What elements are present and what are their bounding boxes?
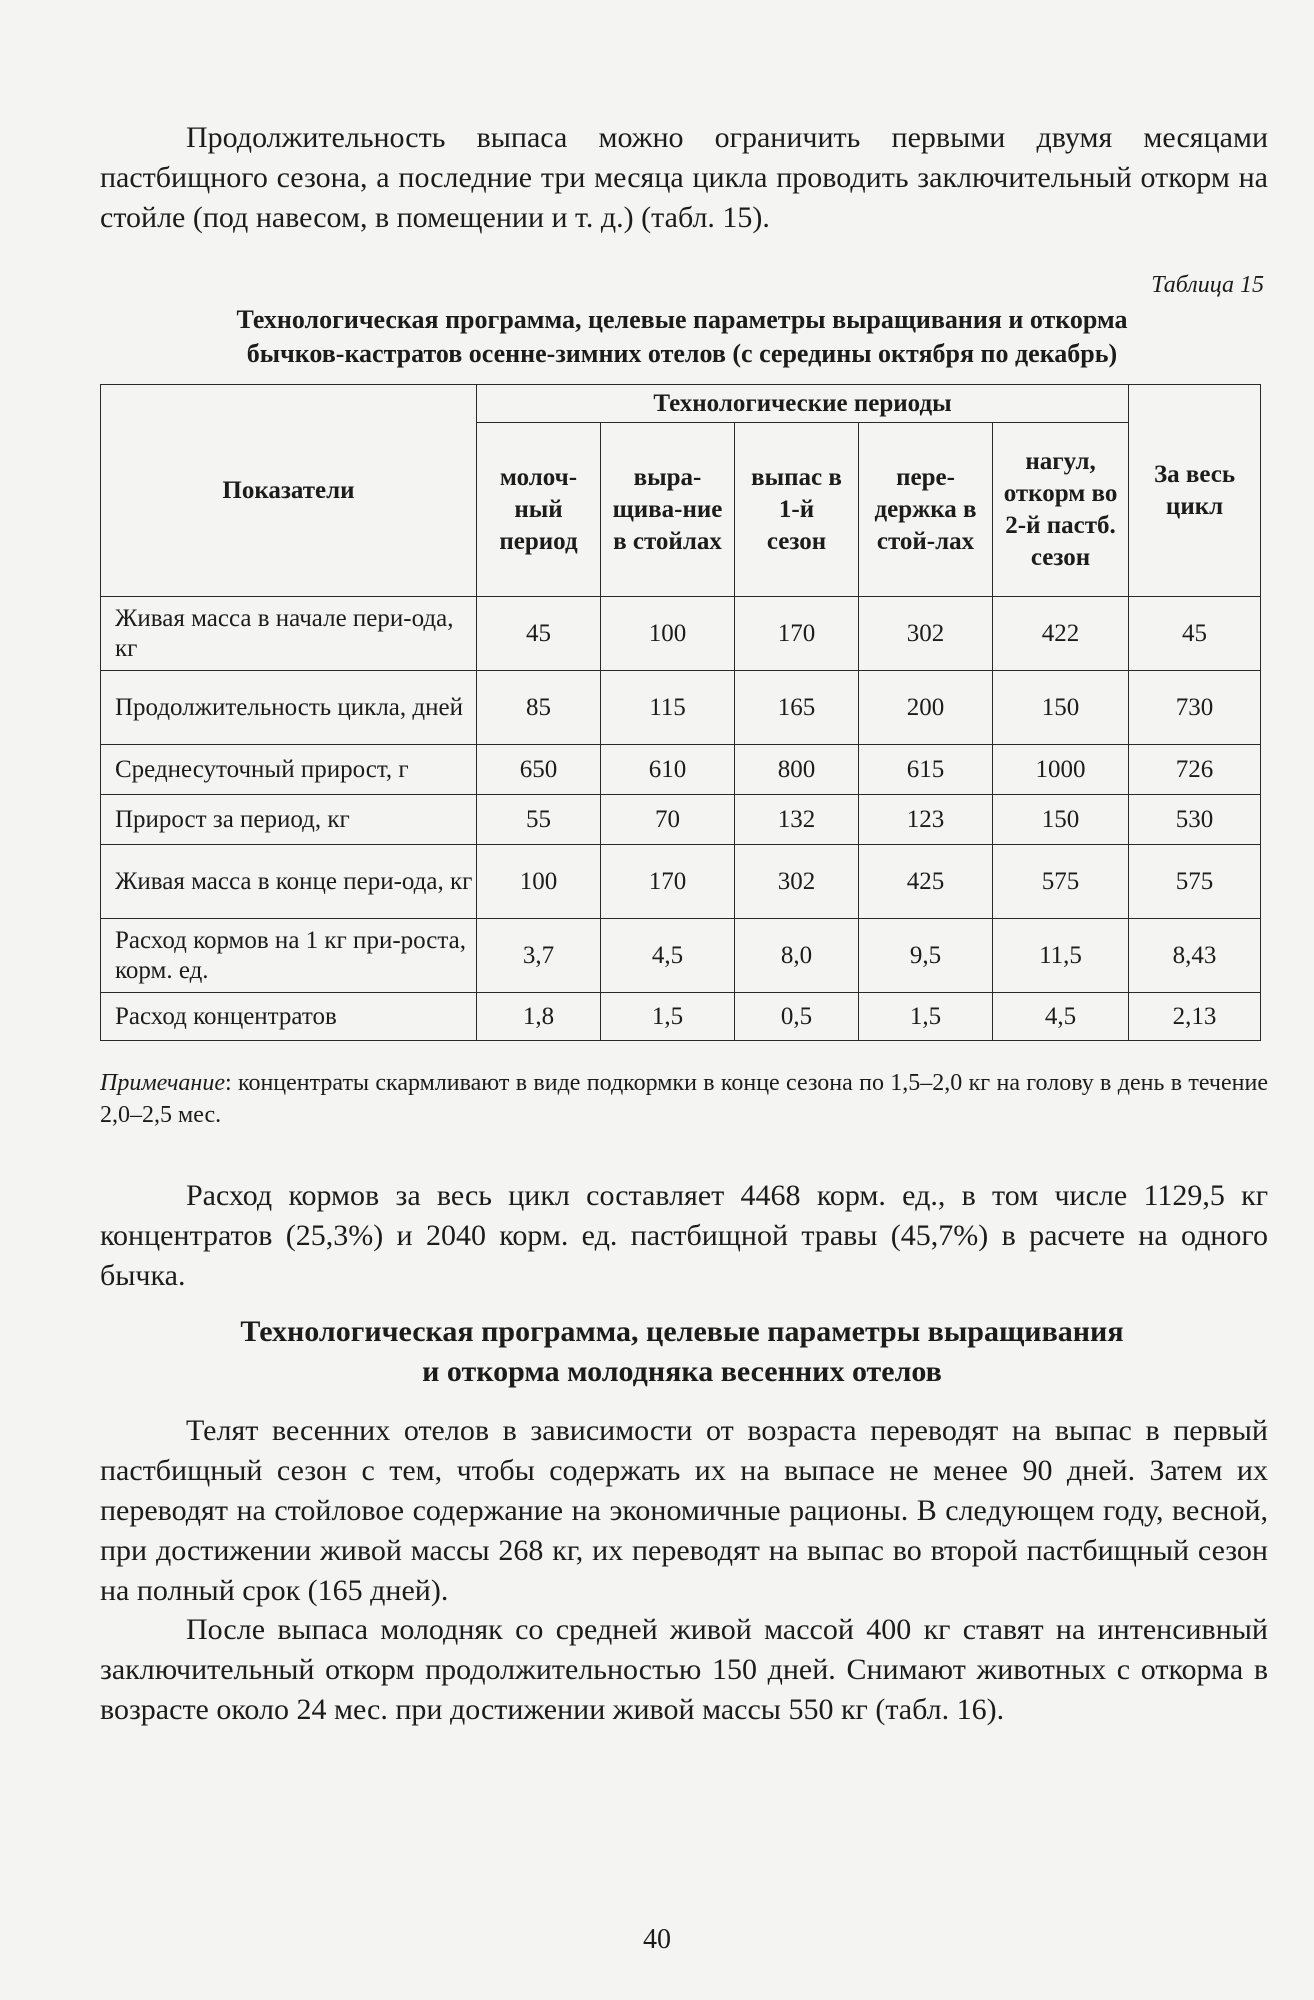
table-cell: 85 <box>477 671 601 745</box>
header-period-2: выра-щива-ние в стойлах <box>601 423 735 597</box>
header-period-5: нагул, откорм во 2-й пастб. сезон <box>993 423 1129 597</box>
table-cell: 530 <box>1129 795 1261 845</box>
header-period-3: выпас в 1-й сезон <box>735 423 859 597</box>
table-cell: 8,43 <box>1129 919 1261 993</box>
table-cell: 575 <box>993 845 1129 919</box>
table-cell: 200 <box>859 671 993 745</box>
table-cell: 9,5 <box>859 919 993 993</box>
paragraph-feed: Расход кормов за весь цикл составляет 4468 корм. ед., в том числе 1129,5 кг концентратов (25,3%) и 2040 корм. ед. пастбищной травы (45,7%) в расчете на одного бычка. <box>100 1179 1268 1292</box>
note-text: : концентраты скармливают в виде подкормки в конце сезона по 1,5–2,0 кг на голову в день в течение 2,0–2,5 мес. <box>100 1070 1268 1128</box>
header-period-4: пере-держка в стой-лах <box>859 423 993 597</box>
table-cell: 302 <box>735 845 859 919</box>
table-cell: 8,0 <box>735 919 859 993</box>
header-total: За весь цикл <box>1129 385 1261 597</box>
section-heading <box>100 1312 1264 1392</box>
table-cell: 150 <box>993 671 1129 745</box>
row-label: Расход кормов на 1 кг при-роста, корм. ед. <box>101 919 477 993</box>
data-table <box>100 384 1261 1041</box>
row-label: Прирост за период, кг <box>101 795 477 845</box>
header-period-1: молоч-ный период <box>477 423 601 597</box>
table-row <box>101 671 1261 745</box>
row-label: Расход концентратов <box>101 993 477 1041</box>
row-label: Живая масса в начале пери-ода, кг <box>101 597 477 671</box>
row-label: Живая масса в конце пери-ода, кг <box>101 845 477 919</box>
table-cell: 2,13 <box>1129 993 1261 1041</box>
header-indicators: Показатели <box>101 385 477 597</box>
page-number: 40 <box>643 1924 671 1955</box>
table-cell: 115 <box>601 671 735 745</box>
table-cell: 302 <box>859 597 993 671</box>
table-cell: 100 <box>477 845 601 919</box>
table-cell: 55 <box>477 795 601 845</box>
table-cell: 132 <box>735 795 859 845</box>
table-cell: 170 <box>735 597 859 671</box>
table-cell: 650 <box>477 745 601 795</box>
table-cell: 150 <box>993 795 1129 845</box>
table-cell: 70 <box>601 795 735 845</box>
table-cell: 11,5 <box>993 919 1129 993</box>
table-cell: 575 <box>1129 845 1261 919</box>
table-row <box>101 993 1261 1041</box>
table-row <box>101 845 1261 919</box>
table-row <box>101 919 1261 993</box>
table-title-line-2: бычков-кастратов осенне-зимних отелов (с середины октября по декабрь) <box>246 339 1118 368</box>
table-title-line-1: Технологическая программа, целевые параметры выращивания и откорма <box>236 305 1128 334</box>
table-cell: 422 <box>993 597 1129 671</box>
table-cell: 726 <box>1129 745 1261 795</box>
table-row <box>101 597 1261 671</box>
table-cell: 170 <box>601 845 735 919</box>
table-cell: 1,8 <box>477 993 601 1041</box>
table-cell: 100 <box>601 597 735 671</box>
row-label: Продолжительность цикла, дней <box>101 671 477 745</box>
table-cell: 615 <box>859 745 993 795</box>
table-cell: 45 <box>477 597 601 671</box>
table-label: Таблица 15 <box>1151 272 1264 298</box>
table-cell: 1000 <box>993 745 1129 795</box>
table-cell: 1,5 <box>859 993 993 1041</box>
note-label: Примечание <box>100 1070 225 1096</box>
table-cell: 425 <box>859 845 993 919</box>
section-heading-line-1: Технологическая программа, целевые параметры выращивания <box>240 1315 1124 1348</box>
table-cell: 1,5 <box>601 993 735 1041</box>
header-periods-group: Технологические периоды <box>477 385 1129 423</box>
table-cell: 0,5 <box>735 993 859 1041</box>
table-cell: 3,7 <box>477 919 601 993</box>
row-label: Среднесуточный прирост, г <box>101 745 477 795</box>
table-cell: 165 <box>735 671 859 745</box>
table-cell: 4,5 <box>601 919 735 993</box>
table-cell: 730 <box>1129 671 1261 745</box>
paragraph-fattening: После выпаса молодняк со средней живой массой 400 кг ставят на интенсивный заключительный откорм продолжительностью 150 дней. Снимают животных с откорма в возрасте около 24 мес. при достижении живой массы 550 кг (табл. 16). <box>100 1613 1268 1726</box>
table-cell: 800 <box>735 745 859 795</box>
table-cell: 610 <box>601 745 735 795</box>
table-row <box>101 745 1261 795</box>
section-heading-line-2: и откорма молодняка весенних отелов <box>422 1355 942 1388</box>
table-row <box>101 795 1261 845</box>
header-row-1 <box>101 385 1261 423</box>
table-cell: 45 <box>1129 597 1261 671</box>
table-cell: 123 <box>859 795 993 845</box>
paragraph-spring: Телят весенних отелов в зависимости от возраста переводят на выпас в первый пастбищный сезон с тем, чтобы содержать их на выпасе не менее 90 дней. Затем их переводят на стойловое содержание на экономичные рационы. В следующем году, весной, при достижении живой массы 268 кг, их переводят на выпас во второй пастбищный сезон на полный срок (165 дней). <box>100 1414 1268 1607</box>
table-title <box>100 303 1264 371</box>
table-note <box>100 1067 1268 1131</box>
intro-paragraph: Продолжительность выпаса можно ограничить первыми двумя месяцами пастбищного сезона, а последние три месяца цикла проводить заключительный откорм на стойле (под навесом, в помещении и т. д.) (табл. 15). <box>100 121 1268 234</box>
table-cell: 4,5 <box>993 993 1129 1041</box>
